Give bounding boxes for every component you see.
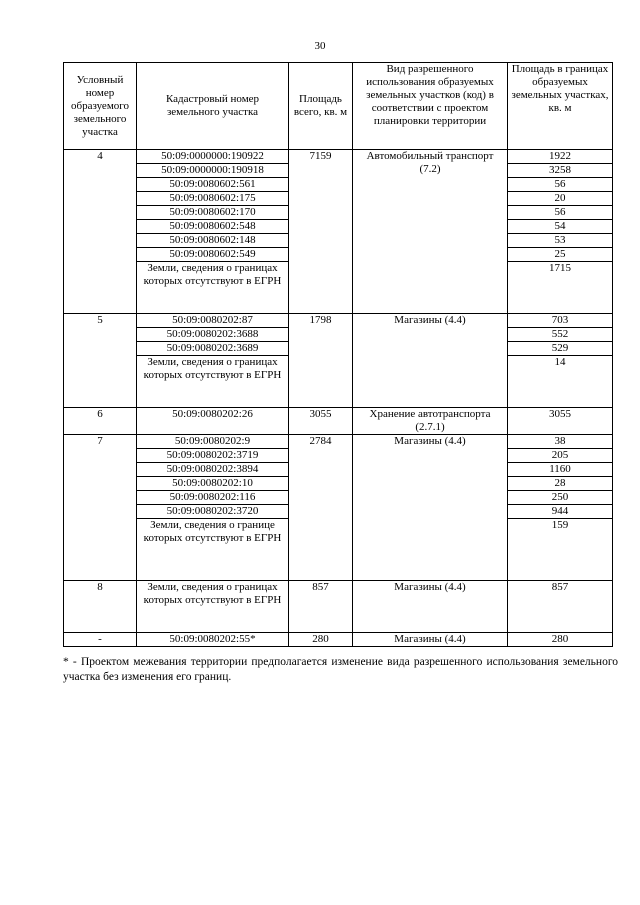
- table-row: [64, 408, 613, 435]
- permitted-use-cell: Магазины (4.4): [353, 633, 508, 647]
- area-cell: 14: [508, 356, 613, 408]
- cadastral-number-cell: 50:09:0080202:3720: [137, 505, 289, 519]
- permitted-use-cell: Автомобильный транспорт (7.2): [353, 150, 508, 314]
- header-permitted-use: Вид разрешенного использования образуемых земельных участков (код) в соответствии с проектом планировки территории: [353, 63, 508, 150]
- area-cell: 250: [508, 491, 613, 505]
- header-total-area: Площадь всего, кв. м: [289, 63, 353, 150]
- header-parcel-number: Условный номер образуемого земельного участка: [64, 63, 137, 150]
- parcel-number-cell: 4: [64, 150, 137, 314]
- area-cell: 56: [508, 178, 613, 192]
- cadastral-number-cell: 50:09:0080602:175: [137, 192, 289, 206]
- cadastral-number-cell: 50:09:0080202:10: [137, 477, 289, 491]
- cadastral-number-cell: 50:09:0080202:26: [137, 408, 289, 435]
- header-area-in-boundaries: Площадь в границах образуемых земельных участках, кв. м: [508, 63, 613, 150]
- cadastral-number-cell: 50:09:0080602:170: [137, 206, 289, 220]
- parcel-number-cell: 5: [64, 314, 137, 408]
- area-cell: 1922: [508, 150, 613, 164]
- area-cell: 205: [508, 449, 613, 463]
- cadastral-number-cell: 50:09:0080602:549: [137, 248, 289, 262]
- land-parcels-table: [63, 62, 613, 647]
- cadastral-number-cell: 50:09:0080202:3894: [137, 463, 289, 477]
- parcel-number-cell: -: [64, 633, 137, 647]
- total-area-cell: 2784: [289, 435, 353, 581]
- area-cell: 1715: [508, 262, 613, 314]
- table-row: [64, 314, 613, 328]
- area-cell: 56: [508, 206, 613, 220]
- parcel-number-cell: 7: [64, 435, 137, 581]
- cadastral-number-cell: Земли, сведения о границах которых отсутствуют в ЕГРН: [137, 356, 289, 408]
- total-area-cell: 1798: [289, 314, 353, 408]
- table-row: [64, 150, 613, 164]
- cadastral-number-cell: Земли, сведения о границах которых отсутствуют в ЕГРН: [137, 581, 289, 633]
- table-row: [64, 581, 613, 633]
- area-cell: 529: [508, 342, 613, 356]
- area-cell: 1160: [508, 463, 613, 477]
- area-cell: 28: [508, 477, 613, 491]
- permitted-use-cell: Магазины (4.4): [353, 435, 508, 581]
- permitted-use-cell: Хранение автотранспорта (2.7.1): [353, 408, 508, 435]
- area-cell: 53: [508, 234, 613, 248]
- area-cell: 857: [508, 581, 613, 633]
- permitted-use-cell: Магазины (4.4): [353, 581, 508, 633]
- cadastral-number-cell: 50:09:0080202:3689: [137, 342, 289, 356]
- cadastral-number-cell: 50:09:0080202:116: [137, 491, 289, 505]
- total-area-cell: 280: [289, 633, 353, 647]
- table-row: [64, 633, 613, 647]
- area-cell: 3258: [508, 164, 613, 178]
- cadastral-number-cell: 50:09:0000000:190918: [137, 164, 289, 178]
- parcel-number-cell: 6: [64, 408, 137, 435]
- table-header-row: [64, 63, 613, 150]
- cadastral-number-cell: 50:09:0080602:561: [137, 178, 289, 192]
- area-cell: 552: [508, 328, 613, 342]
- area-cell: 703: [508, 314, 613, 328]
- header-cadastral-number: Кадастровый номер земельного участка: [137, 63, 289, 150]
- area-cell: 944: [508, 505, 613, 519]
- area-cell: 38: [508, 435, 613, 449]
- cadastral-number-cell: 50:09:0080202:55*: [137, 633, 289, 647]
- cadastral-number-cell: 50:09:0080602:548: [137, 220, 289, 234]
- total-area-cell: 3055: [289, 408, 353, 435]
- cadastral-number-cell: 50:09:0080202:87: [137, 314, 289, 328]
- area-cell: 25: [508, 248, 613, 262]
- area-cell: 3055: [508, 408, 613, 435]
- cadastral-number-cell: 50:09:0080202:3719: [137, 449, 289, 463]
- cadastral-number-cell: 50:09:0080202:9: [137, 435, 289, 449]
- area-cell: 54: [508, 220, 613, 234]
- cadastral-number-cell: Земли, сведения о границах которых отсутствуют в ЕГРН: [137, 262, 289, 314]
- cadastral-number-cell: 50:09:0080602:148: [137, 234, 289, 248]
- cadastral-number-cell: 50:09:0000000:190922: [137, 150, 289, 164]
- total-area-cell: 7159: [289, 150, 353, 314]
- permitted-use-cell: Магазины (4.4): [353, 314, 508, 408]
- parcel-number-cell: 8: [64, 581, 137, 633]
- table-row: [64, 435, 613, 449]
- total-area-cell: 857: [289, 581, 353, 633]
- area-cell: 280: [508, 633, 613, 647]
- page-number: 30: [314, 40, 326, 52]
- footnote: * - Проектом межевания территории предполагается изменение вида разрешенного использования земельного участка без изменения его границ.: [63, 656, 618, 683]
- area-cell: 159: [508, 519, 613, 581]
- table-body: [64, 150, 613, 647]
- area-cell: 20: [508, 192, 613, 206]
- cadastral-number-cell: Земли, сведения о границе которых отсутствуют в ЕГРН: [137, 519, 289, 581]
- cadastral-number-cell: 50:09:0080202:3688: [137, 328, 289, 342]
